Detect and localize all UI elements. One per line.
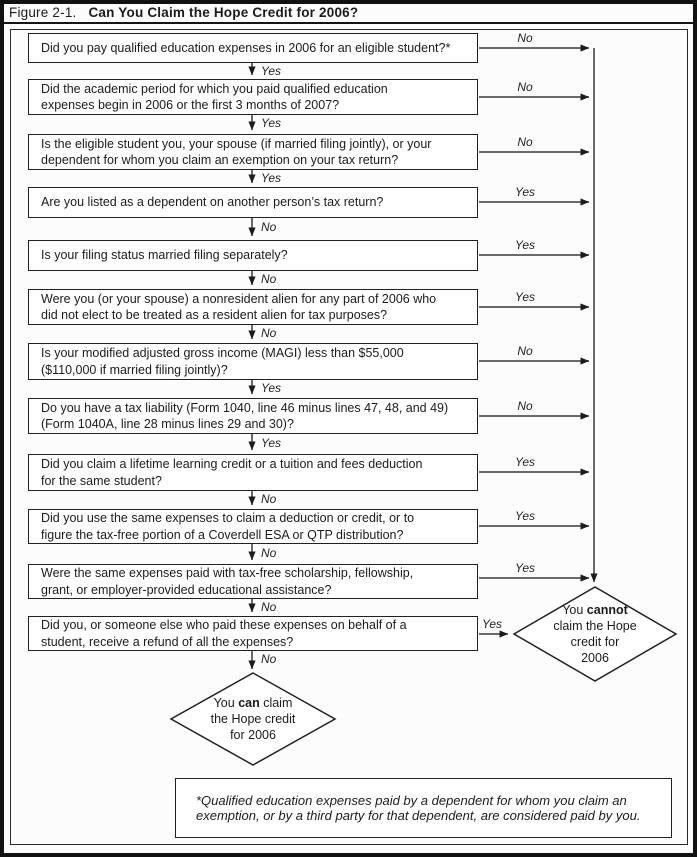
outcome-cannot-text: You cannot claim the Hope credit for 2006 [553,603,637,665]
branch-label-yes: Yes [261,381,282,395]
branch-label-yes: Yes [514,455,535,469]
question-text: Did you use the same expenses to claim a deduction or credit, or to [41,511,415,525]
branch-label-no: No [517,80,533,94]
footnote-line-1: *Qualified education expenses paid by a dependent for whom you claim an [196,792,627,808]
question-box-6: Were you (or your spouse) a nonresident alien for any part of 2006 who did not elect to be treated as a resident alien for tax purposes? [28,289,478,325]
question-text: Were you (or your spouse) a nonresident alien for any part of 2006 who [41,291,437,306]
figure-title: Can You Claim the Hope Credit for 2006? [88,5,359,20]
branch-label-no: No [261,600,277,614]
question-text: Did you claim a lifetime learning credit or a tuition and fees deduction [41,457,423,471]
branch-label-yes: Yes [514,290,535,304]
branch-label-yes: Yes [261,116,282,130]
branch-label-yes: Yes [514,509,535,523]
question-box-12: Did you, or someone else who paid these expenses on behalf of a student, receive a refund of all the expenses? [28,616,478,651]
branch-label-no: No [261,326,277,340]
branch-label-no: No [517,135,533,149]
question-text: Are you listed as a dependent on another person’s tax return? [41,195,384,210]
branch-label-yes: Yes [514,185,535,199]
branch-label-no: No [261,272,277,286]
branch-label-no: No [261,492,277,506]
branch-label-yes: Yes [514,238,535,252]
question-text: Were the same expenses paid with tax-free scholarship, fellowship, [41,566,414,580]
question-box-5 [28,240,478,271]
branch-label-no: No [517,399,533,413]
question-text: Do you have a tax liability (Form 1040, line 46 minus lines 47, 48, and 49) [41,400,449,415]
branch-label-yes: Yes [261,436,282,450]
figure-number: Figure 2-1. [9,5,77,20]
question-text: Is your filing status married filing separately? [41,248,288,263]
branch-label-no: No [517,31,533,45]
branch-label-no: No [261,546,277,560]
branch-label-yes: Yes [482,617,503,631]
question-text: Did you pay qualified education expenses in 2006 for an eligible student?* [41,40,451,55]
question-box-8: Do you have a tax liability (Form 1040, line 46 minus lines 47, 48, and 49) (Form 1040A, line 28 minus lines 29 and 30)? [28,398,478,434]
branch-label-yes: Yes [514,561,535,575]
question-text: Did you, or someone else who paid these expenses on behalf of a [41,618,407,632]
footnote-line-2: exemption, or by a third party for that dependent, are considered paid by you. [196,808,641,823]
question-box-11: Were the same expenses paid with tax-free scholarship, fellowship, grant, or employer-provided educational assistance? [28,564,478,599]
question-box-10: Did you use the same expenses to claim a deduction or credit, or to figure the tax-free portion of a Coverdell ESA or QTP distribution? [28,509,478,544]
outcome-can-text: You can claim the Hope credit for 2006 [210,696,296,742]
branch-label-no: No [261,220,277,234]
branch-label-no: No [517,344,533,358]
question-box-2: Did the academic period for which you paid qualified education expenses begin in 2006 or the first 3 months of 2007? [28,79,478,115]
question-box-9: Did you claim a lifetime learning credit or a tuition and fees deduction for the same student? [28,454,478,491]
question-box-1 [28,33,478,63]
question-text: Is your modified adjusted gross income (MAGI) less than $55,000 [41,346,404,360]
branch-label-yes: Yes [261,171,282,185]
question-box-3: Is the eligible student you, your spouse (if married filing jointly), or your dependent for whom you claim an exemption on your tax return? [28,134,478,170]
question-text: Is the eligible student you, your spouse (if married filing jointly), or your [41,136,432,151]
question-box-7: Is your modified adjusted gross income (MAGI) less than $55,000 ($110,000 if married filing jointly)? [28,343,478,380]
question-text: Did the academic period for which you paid qualified education [41,81,388,96]
footnote-box [175,778,672,838]
branch-label-no: No [261,652,277,666]
question-box-4 [28,187,478,218]
branch-label-yes: Yes [261,64,282,78]
